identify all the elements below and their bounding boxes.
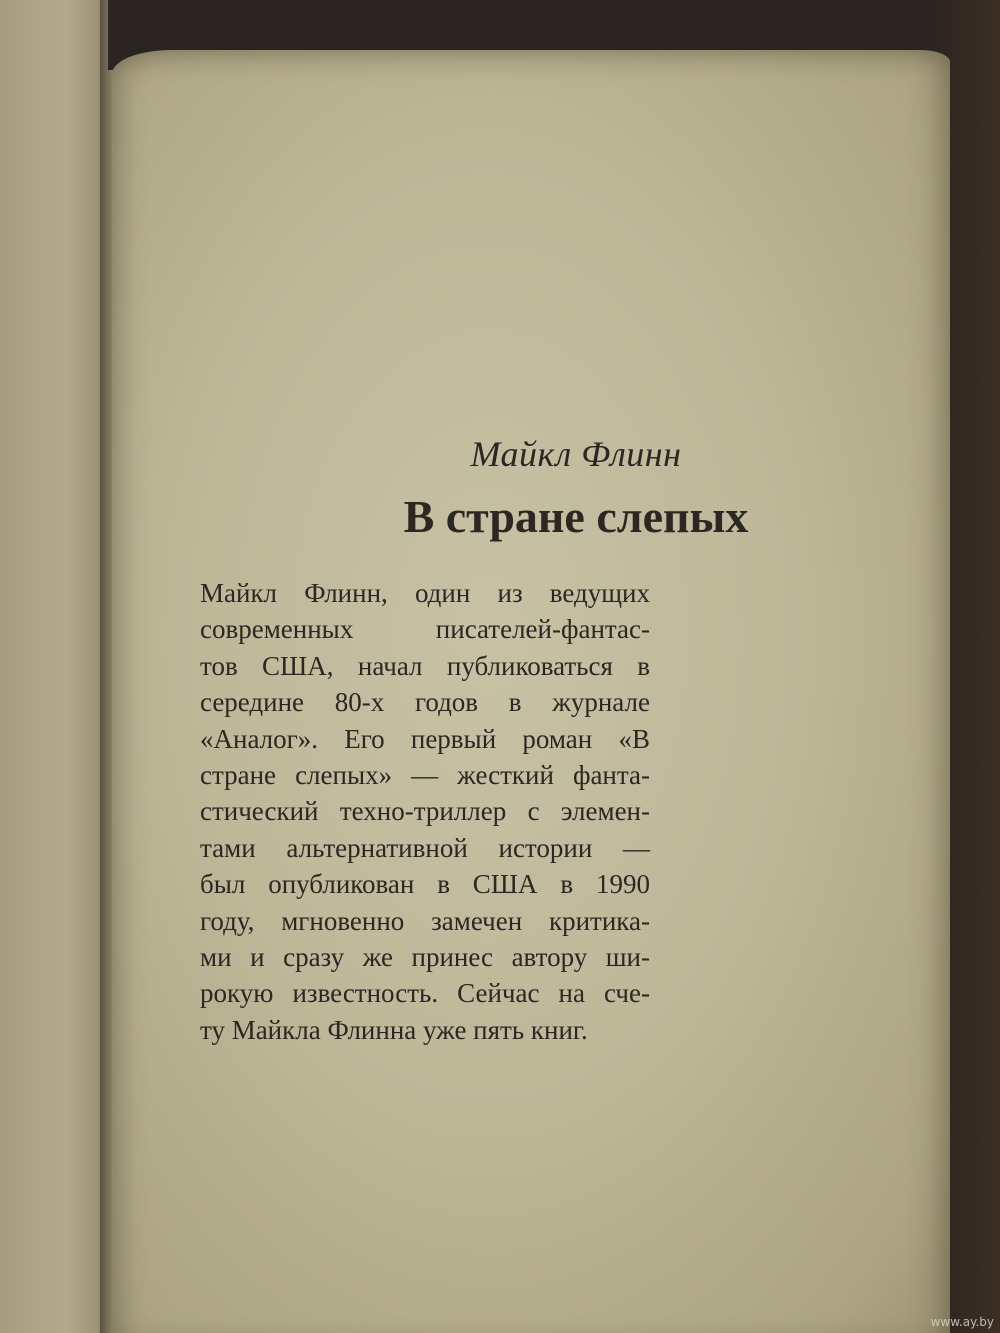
blurb-line: середине 80-х годов в журнале bbox=[200, 687, 650, 718]
blurb-line: был опубликован в США в 1990 bbox=[200, 869, 650, 900]
book-blurb bbox=[200, 575, 650, 1048]
blurb-line: «Аналог». Его первый роман «В bbox=[200, 723, 650, 754]
blurb-line: ту Майкла Флинна уже пять книг. bbox=[200, 1014, 588, 1045]
blurb-line: году, мгновенно замечен критика- bbox=[200, 905, 650, 936]
blurb-line: рокую известность. Сейчас на сче- bbox=[200, 978, 650, 1009]
book-page bbox=[112, 50, 950, 1333]
blurb-line: ми и сразу же принес автору ши- bbox=[200, 942, 650, 973]
book-title: В стране слепых bbox=[403, 491, 749, 542]
blurb-line: стический техно-триллер с элемен- bbox=[200, 796, 650, 827]
site-watermark: www.ay.by bbox=[930, 1315, 994, 1329]
author-name: Майкл Флинн bbox=[470, 434, 682, 474]
left-page-edge bbox=[0, 0, 108, 1333]
blurb-line: тов США, начал публиковаться в bbox=[200, 650, 650, 681]
blurb-line: Майкл Флинн, один из ведущих bbox=[200, 578, 650, 608]
blurb-line: стране слепых» — жесткий фанта- bbox=[200, 760, 650, 791]
blurb-line: современных писателей-фантас- bbox=[200, 614, 650, 645]
blurb-line: тами альтернативной истории — bbox=[200, 832, 650, 863]
